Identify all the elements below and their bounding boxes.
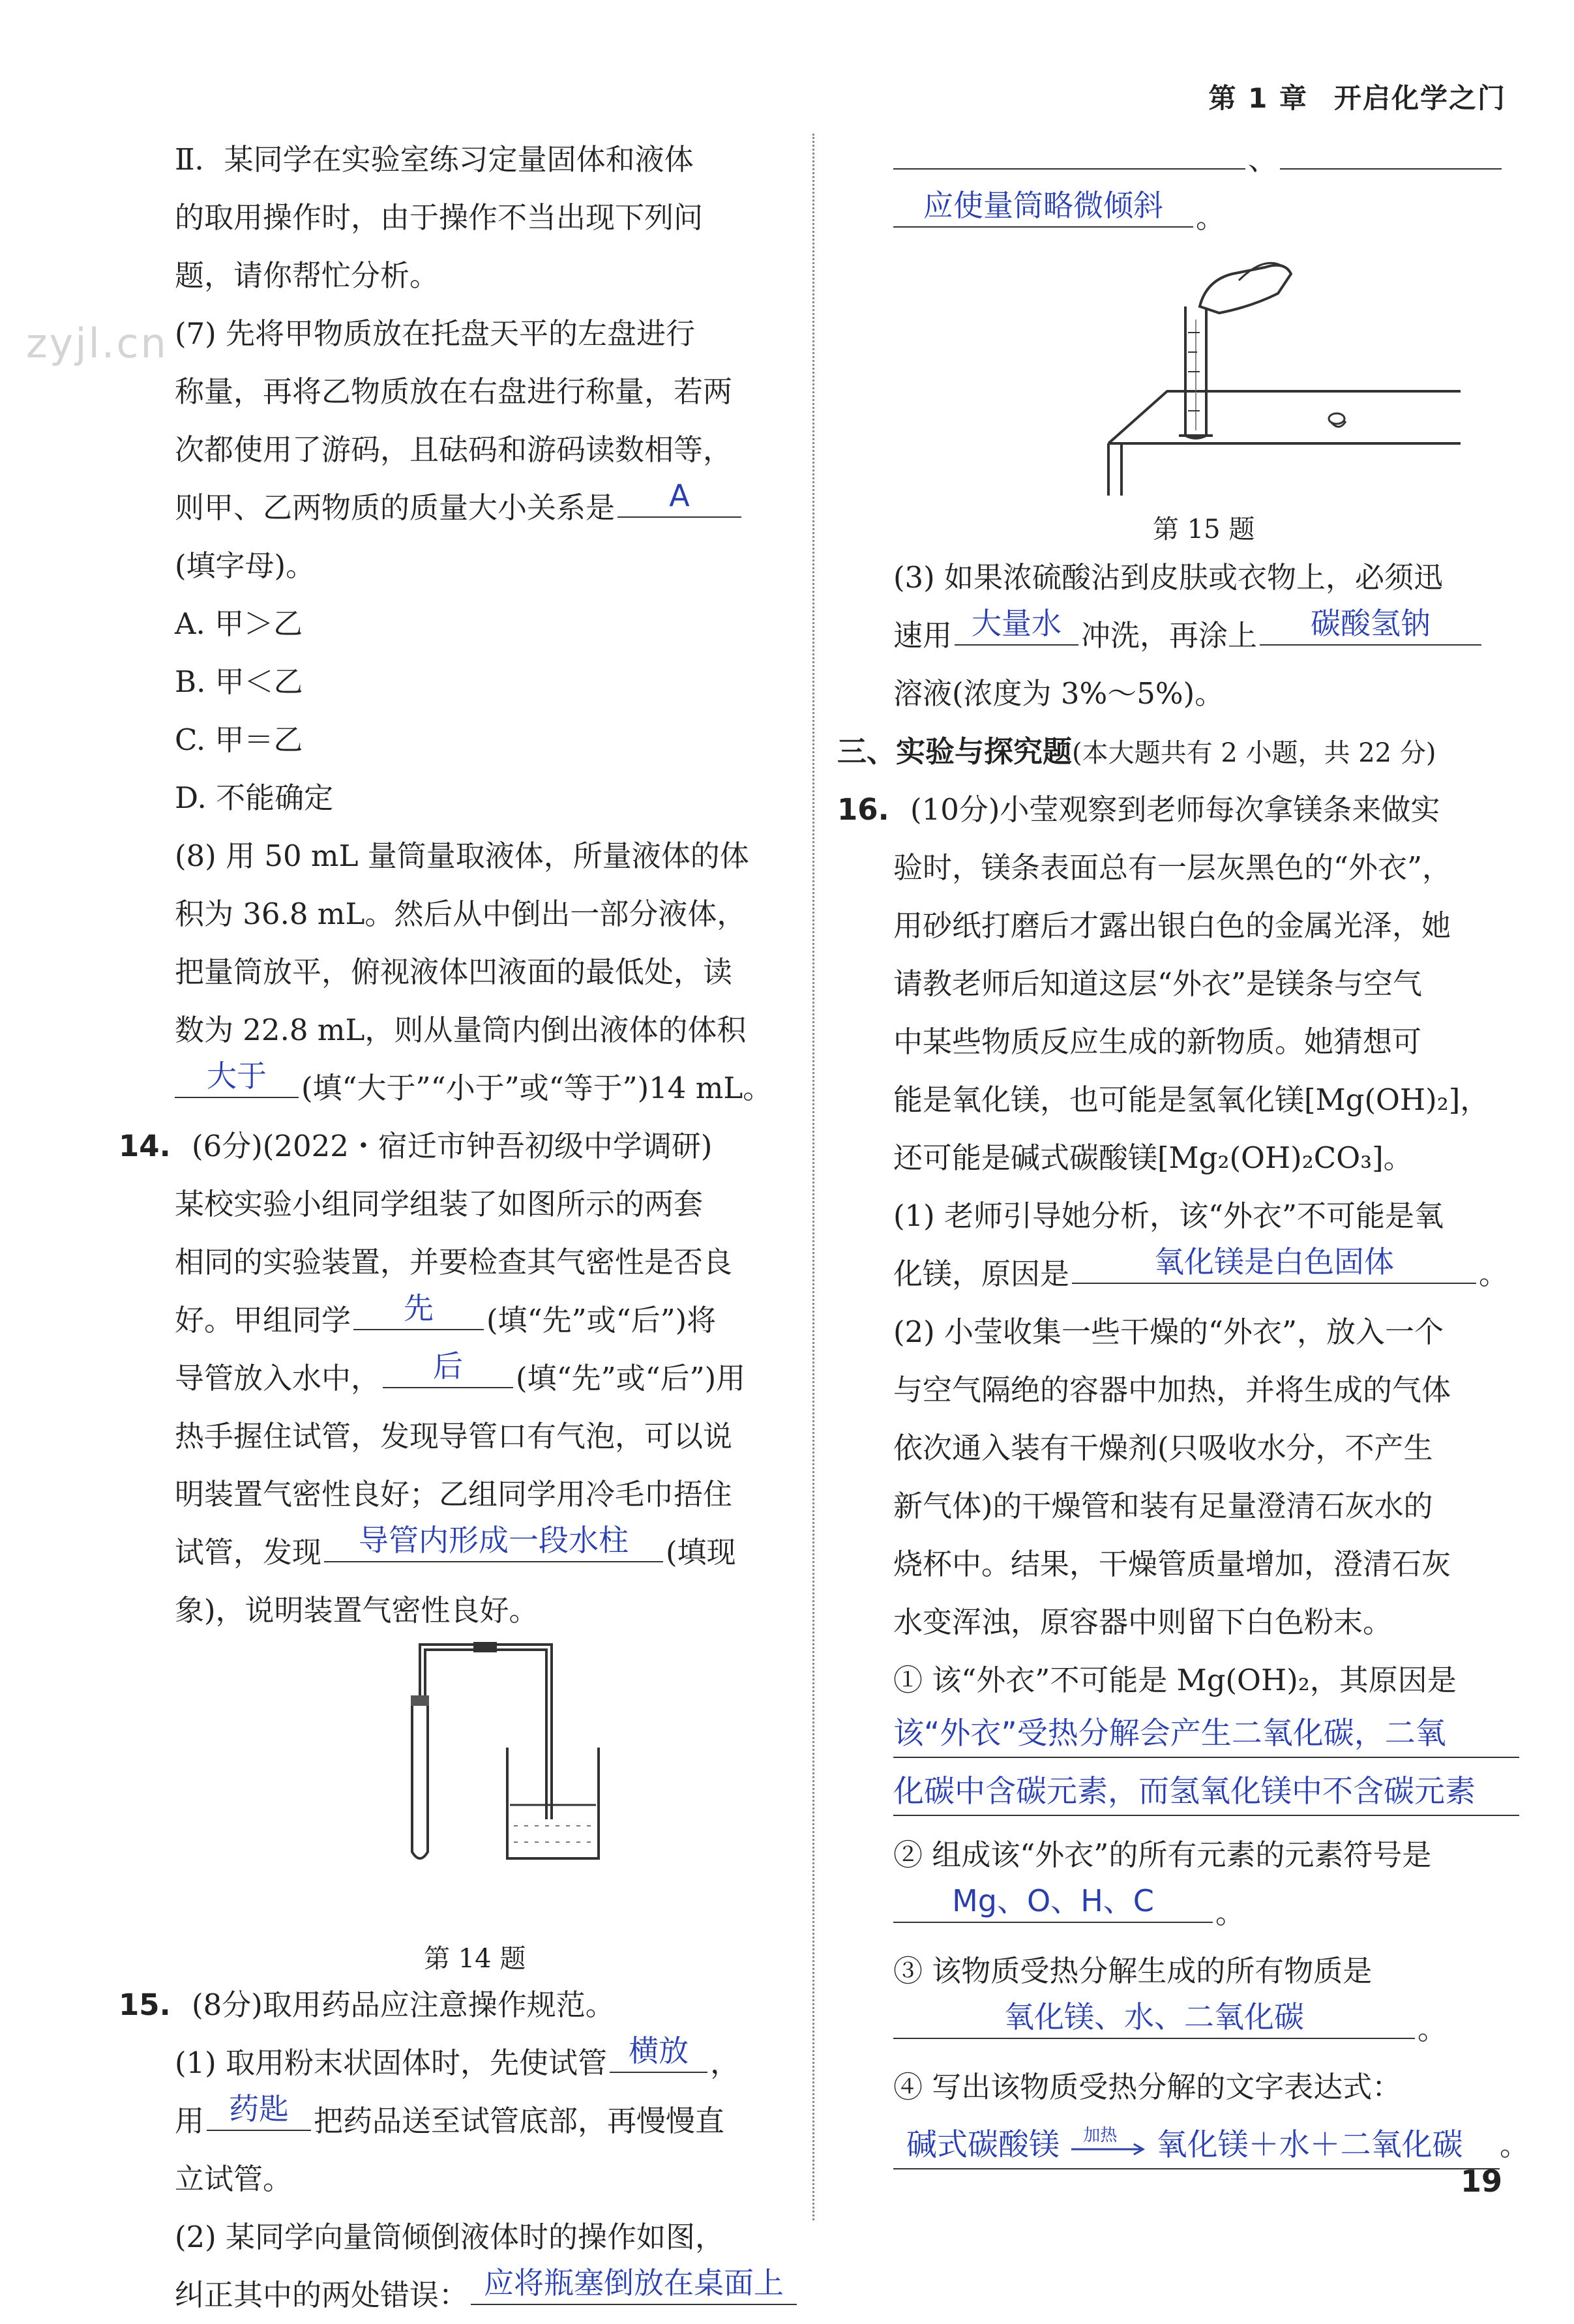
answer-text: 氧化镁、水、二氧化碳 (1004, 1999, 1304, 2034)
answer-blank[interactable] (893, 188, 1193, 228)
column-divider (812, 134, 814, 2220)
answer-blank[interactable] (353, 1291, 484, 1330)
option-a: A. 甲＞乙 (175, 606, 303, 641)
text-line (893, 188, 1225, 246)
question-number: 14. (119, 1129, 171, 1163)
figure-15-apparatus (1069, 248, 1461, 496)
text-line: ④ 写出该物质受热分解的文字表达式： (893, 2070, 1402, 2104)
answer-text: 应将瓶塞倒放在桌面上 (484, 2265, 784, 2301)
text-line: (2) 小莹收集一些干燥的“外衣”，放入一个 (893, 1315, 1444, 1349)
text: 好。甲组同学 (175, 1303, 351, 1337)
answer-blank[interactable] (383, 1349, 513, 1388)
answer-line[interactable] (893, 1763, 1519, 1821)
text: (1) 取用粉末状固体时，先使试管 (175, 2046, 608, 2080)
answer-text: 后 (433, 1348, 464, 1384)
text: 用 (175, 2104, 205, 2138)
text-line: 与空气隔绝的容器中加热，并将生成的气体 (893, 1373, 1451, 1407)
answer-blank[interactable] (324, 1523, 663, 1562)
text-line (893, 2000, 1447, 2058)
chapter-number: 第 1 章 (1208, 82, 1308, 114)
option-d: D. 不能确定 (175, 781, 334, 815)
answer-text: 碳酸氢钠 (1311, 606, 1431, 641)
products: 氧化镁＋水＋二氧化碳 (1156, 2127, 1463, 2163)
text: (8分)取用药品应注意操作规范。 (192, 1988, 615, 2022)
figure-14-caption: 第 14 题 (424, 1944, 526, 1974)
reaction-condition: 加热 (1083, 2125, 1118, 2145)
question-16 (837, 781, 1440, 839)
text: 。 (1418, 2012, 1448, 2046)
answer-text: 先 (404, 1290, 434, 1326)
text-line: ① 该“外衣”不可能是 Mg(OH)₂，其原因是 (893, 1663, 1457, 1697)
text-line (893, 1245, 1508, 1303)
word-equation (893, 2123, 1500, 2169)
text: 导管放入水中， (175, 1361, 381, 1395)
answer-text: Mg、O、H、C (952, 1883, 1154, 1918)
reaction-arrow (1069, 2125, 1147, 2161)
section-title: 三、实验与探究题 (837, 734, 1073, 769)
section-note: (本大题共有 2 小题，共 22 分) (1072, 738, 1436, 768)
separator: 、 (1248, 142, 1278, 177)
option-c: C. 甲＝乙 (175, 723, 303, 757)
text-line (175, 1349, 745, 1407)
watermark: zyjl.cn (26, 320, 168, 367)
text-line: 请教老师后知道这层“外衣”是镁条与空气 (893, 966, 1423, 1001)
text: 试管，发现 (175, 1535, 322, 1570)
answer-blank[interactable] (1260, 606, 1481, 646)
text-line (175, 479, 744, 537)
text: 。 (1215, 1896, 1245, 1930)
answer-text: A (669, 478, 690, 513)
answer-blank[interactable] (610, 2034, 707, 2073)
text-line: 立试管。 (175, 2162, 293, 2196)
answer-text: 药匙 (229, 2091, 290, 2126)
answer-blank[interactable] (1072, 1245, 1476, 1284)
section-heading (837, 723, 1436, 782)
text-line: 次都使用了游码，且砝码和游码读数相等， (175, 432, 733, 467)
text: 速用 (893, 618, 953, 653)
text-line: 明装置气密性良好；乙组同学用冷毛巾捂住 (175, 1477, 733, 1512)
answer-blank[interactable] (471, 2266, 797, 2305)
answer-text: 导管内形成一段水柱 (359, 1523, 629, 1558)
question-15 (119, 1976, 615, 2034)
text-line: (1) 老师引导她分析，该“外衣”不可能是氧 (893, 1199, 1444, 1233)
answer-blank[interactable] (893, 1884, 1213, 1923)
text: (填“先”或“后”)用 (516, 1361, 746, 1395)
text-line: 溶液(浓度为 3%～5%)。 (893, 676, 1225, 711)
text: 。 (1196, 200, 1226, 235)
answer-text: 化碳中含碳元素，而氢氧化镁中不含碳元素 (893, 1769, 1519, 1816)
text-line: (3) 如果浓硫酸沾到皮肤或衣物上，必须迅 (893, 560, 1444, 595)
text-line: (7) 先将甲物质放在托盘天平的左盘进行 (175, 316, 696, 351)
text-line: 能是氧化镁，也可能是氢氧化镁[Mg(OH)₂]， (893, 1082, 1490, 1117)
answer-text: 大于 (207, 1058, 267, 1094)
text: (填“先”或“后”)将 (486, 1303, 717, 1337)
answer-text: 大量水 (972, 606, 1062, 641)
text-line (893, 130, 1504, 188)
reactant: 碱式碳酸镁 (906, 2127, 1060, 2163)
page-number: 19 (1460, 2164, 1502, 2199)
text-line: 新气体)的干燥管和装有足量澄清石灰水的 (893, 1489, 1433, 1523)
text: 。 (1479, 1257, 1509, 1291)
text-line: 积为 36.8 mL。然后从中倒出一部分液体， (175, 897, 747, 931)
text-line (175, 2266, 799, 2324)
text-line: 还可能是碱式碳酸镁[Mg₂(OH)₂CO₃]。 (893, 1140, 1413, 1175)
text-line: Ⅱ．某同学在实验室练习定量固体和液体 (175, 142, 694, 177)
text-line: 中某些物质反应生成的新物质。她猜想可 (893, 1024, 1422, 1059)
text-line: (8) 用 50 mL 量筒量取液体，所量液体的体 (175, 839, 749, 873)
text-line: 热手握住试管，发现导管口有气泡，可以说 (175, 1419, 733, 1453)
text-line: ② 组成该“外衣”的所有元素的元素符号是 (893, 1838, 1432, 1872)
text: 把药品送至试管底部，再慢慢直 (314, 2104, 725, 2138)
answer-text: 应使量筒略微倾斜 (923, 188, 1163, 223)
arrow-icon (1069, 2135, 1147, 2161)
text-line: 相同的实验装置，并要检查其气密性是否良 (175, 1245, 733, 1279)
text-line (175, 1059, 772, 1117)
text-line (893, 1884, 1245, 1942)
text: 。 (1500, 2128, 1530, 2162)
answer-blank[interactable] (1280, 130, 1502, 170)
page-header (1209, 77, 1506, 116)
text: 冲洗，再涂上 (1081, 618, 1258, 653)
text-line: 称量，再将乙物质放在右盘进行称量，若两 (175, 374, 733, 409)
question-14 (119, 1117, 712, 1175)
answer-blank[interactable] (175, 1059, 299, 1098)
text-line: 用砂纸打磨后才露出银白色的金属光泽，她 (893, 908, 1451, 943)
answer-blank[interactable] (893, 130, 1245, 170)
text: ， (710, 2046, 740, 2080)
text-line (893, 606, 1484, 664)
figure-15-caption: 第 15 题 (1153, 514, 1255, 544)
question-number: 15. (119, 1988, 171, 2022)
text-line: 烧杯中。结果，干燥管质量增加，澄清石灰 (893, 1547, 1451, 1581)
text-line: ③ 该物质受热分解生成的所有物质是 (893, 1954, 1373, 1988)
answer-text: 该“外衣”受热分解会产生二氧化碳，二氧 (893, 1711, 1519, 1758)
text: 纠正其中的两处错误： (175, 2278, 469, 2312)
text-line: 把量筒放平，俯视液体凹液面的最低处，读 (175, 955, 733, 989)
text: (填现 (666, 1535, 736, 1570)
question-number: 16. (837, 792, 889, 827)
answer-line[interactable] (893, 1705, 1519, 1763)
text-line: 象)，说明装置气密性良好。 (175, 1593, 539, 1628)
answer-text: 氧化镁是白色固体 (1154, 1244, 1395, 1279)
answer-blank[interactable] (955, 606, 1078, 646)
text-line: 验时，镁条表面总有一层灰黑色的“外衣”， (893, 850, 1452, 885)
text: (填“大于”“小于”或“等于”)14 mL。 (301, 1071, 773, 1105)
text: 化镁，原因是 (893, 1257, 1070, 1291)
text-line: 题，请你帮忙分析。 (175, 258, 439, 293)
option-b: B. 甲＜乙 (175, 664, 303, 699)
chapter-title: 开启化学之门 (1333, 82, 1506, 114)
text-line (175, 2092, 724, 2150)
text-line: (填字母)。 (175, 548, 316, 583)
text-line (175, 2034, 739, 2092)
text: (10分)小莹观察到老师每次拿镁条来做实 (910, 792, 1440, 827)
answer-text: 横放 (629, 2033, 689, 2068)
answer-line[interactable] (893, 2116, 1529, 2174)
text: (6分)(2022・宿迁市钟吾初级中学调研) (192, 1129, 713, 1163)
answer-blank[interactable] (893, 2000, 1415, 2039)
text-line (175, 1523, 736, 1581)
answer-blank[interactable] (617, 479, 741, 518)
text-line: 依次通入装有干燥剂(只吸收水分，不产生 (893, 1431, 1433, 1465)
text-line: 的取用操作时，由于操作不当出现下列问 (175, 200, 704, 235)
answer-blank[interactable] (207, 2092, 311, 2131)
text-line: (2) 某同学向量筒倾倒液体时的操作如图， (175, 2220, 725, 2254)
text-line: 水变浑浊，原容器中则留下白色粉末。 (893, 1605, 1393, 1639)
text-line (175, 1291, 716, 1349)
text-line: 数为 22.8 mL，则从量筒内倒出液体的体积 (175, 1013, 747, 1047)
text: 则甲、乙两物质的质量大小关系是 (175, 490, 616, 525)
text-line: 某校实验小组同学组装了如图所示的两套 (175, 1187, 704, 1221)
figure-14-apparatus (396, 1630, 618, 1930)
